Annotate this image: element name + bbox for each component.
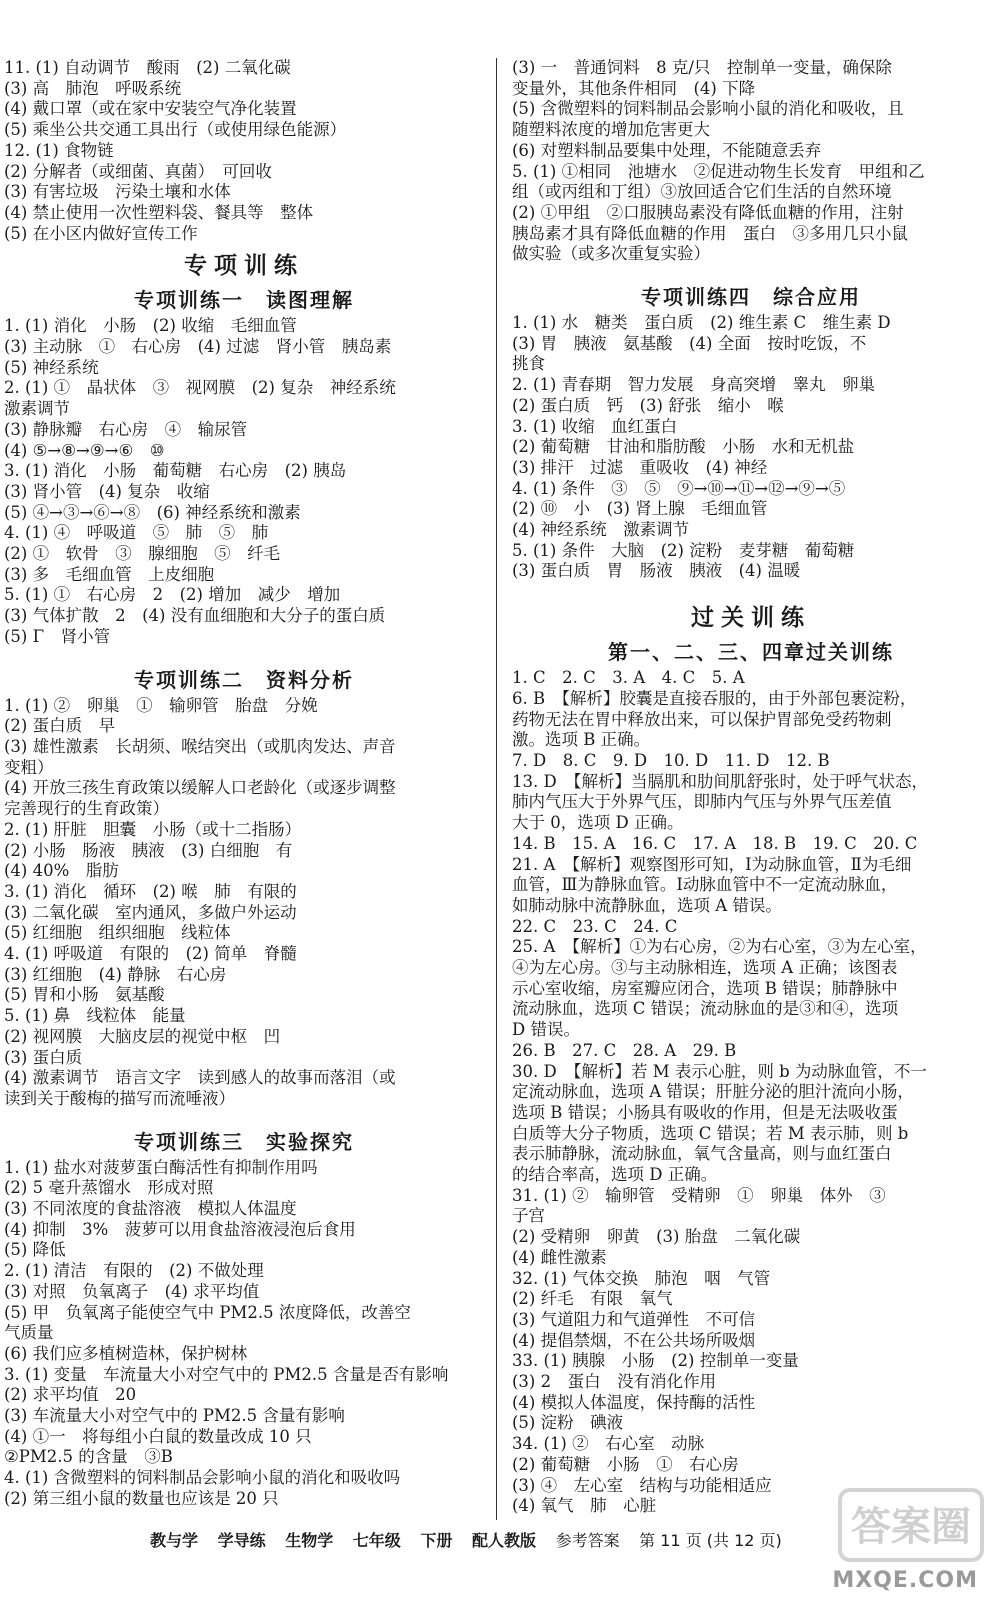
- answer-line: 30. D 【解析】若 M 表示心脏，则 b 为动脉血管，不一: [512, 1061, 927, 1081]
- answer-line: (3) 2 蛋白 没有消化作用: [512, 1372, 717, 1392]
- answer-line: 白质等大分子物质，选项 C 错误；若 M 表示肺，则 b: [512, 1123, 909, 1143]
- sub-title-chapter-test: 第一、二、三、四章过关训练: [608, 640, 894, 665]
- answer-line: 流动脉血，选项 C 错误；流动脉血的是③和④，选项: [512, 999, 899, 1019]
- answer-line: (2) 蛋白质 早: [4, 716, 116, 736]
- answer-line: 2. (1) 肝脏 胆囊 小肠（或十二指肠）: [4, 819, 302, 839]
- answer-line: 变粗）: [4, 757, 54, 777]
- footer-page: 第 11 页 (共 12 页): [639, 1531, 782, 1550]
- watermark-url: MXQE.COM: [832, 1568, 978, 1593]
- sub-title-read-diagram: 专项训练一 读图理解: [134, 288, 354, 313]
- answer-line: (5) 在小区内做好宣传工作: [4, 223, 198, 243]
- footer-term: 下册: [420, 1531, 453, 1550]
- answer-line: 激素调节: [4, 399, 70, 419]
- answer-line: 1. (1) 消化 小肠 (2) 收缩 毛细血管: [4, 316, 297, 336]
- answer-line: (4) 抑制 3% 菠萝可以用食盐溶液浸泡后食用: [4, 1219, 356, 1239]
- answer-line: (2) 小肠 肠液 胰液 (3) 白细胞 有: [4, 840, 293, 860]
- answer-line: 如肺动脉中流静脉血，选项 A 错误。: [512, 895, 782, 915]
- answer-line: (4) 激素调节 语言文字 读到感人的故事而落泪（或: [4, 1068, 396, 1088]
- answer-line: (2) 受精卵 卵黄 (3) 胎盘 二氧化碳: [512, 1227, 801, 1247]
- answer-line: 3. (1) 收缩 血红蛋白: [512, 416, 678, 436]
- answer-line: (2) 葡萄糖 小肠 ① 右心房: [512, 1454, 739, 1474]
- answer-line: 随塑料浓度的增加危害更大: [512, 120, 710, 140]
- answer-line: 读到关于酸梅的描写而流唾液）: [4, 1088, 235, 1108]
- answer-line: (2) 求平均值 20: [4, 1385, 137, 1405]
- answer-line: (2) ⑩ 小 (3) 肾上腺 毛细血管: [512, 499, 768, 519]
- answer-line: (4) 禁止使用一次性塑料袋、餐具等 整体: [4, 202, 314, 222]
- answer-line: 11. (1) 自动调节 酸雨 (2) 二氧化碳: [4, 58, 291, 77]
- answer-block-11-12: [4, 58, 484, 244]
- answer-line: (3) 多 毛细血管 上皮细胞: [4, 564, 215, 584]
- answer-line: (4) ①一 将每组小白鼠的数量改成 10 只: [4, 1426, 312, 1446]
- answer-line: (4) 模拟人体温度，保持酶的活性: [512, 1392, 756, 1412]
- answer-line: (2) 葡萄糖 甘油和脂肪酸 小肠 水和无机盐: [512, 437, 855, 457]
- answer-line: 13. D 【解析】当膈肌和肋间肌舒张时，处于呼气状态，: [512, 771, 928, 791]
- answer-line: 3. (1) 变量 车流量大小对空气中的 PM2.5 含量是否有影响: [4, 1364, 449, 1384]
- answer-line: (3) 有害垃圾 污染土壤和水体: [4, 182, 231, 202]
- answer-line: 气质量: [4, 1323, 54, 1343]
- answer-line: (3) 胃 胰液 氨基酸 (4) 全面 按时吃饭，不: [512, 333, 867, 353]
- answer-line: D 错误。: [512, 1020, 580, 1040]
- answer-line: 2. (1) 清洁 有限的 (2) 不做处理: [4, 1261, 264, 1281]
- answer-line: 26. B 27. C 28. A 29. B: [512, 1040, 737, 1060]
- answer-line: 定流动脉血，选项 A 错误；肝脏分泌的胆汁流向小肠，: [512, 1082, 914, 1102]
- answer-line: (5) 红细胞 组织细胞 线粒体: [4, 923, 231, 943]
- answer-line: (4) 提倡禁烟，不在公共场所吸烟: [512, 1330, 756, 1350]
- answer-line: (5) 胃和小肠 氨基酸: [4, 985, 165, 1005]
- footer-answers: 参考答案: [555, 1531, 620, 1550]
- answer-line: (3) 对照 负氧离子 (4) 求平均值: [4, 1281, 260, 1301]
- answer-line: (6) 我们应多植树造林，保护树林: [4, 1343, 248, 1363]
- answer-line: 12. (1) 食物链: [4, 140, 114, 160]
- answer-block-application: [512, 313, 990, 582]
- answer-line: (3) 红细胞 (4) 静脉 右心房: [4, 964, 227, 984]
- answer-line: 3. (1) 消化 循环 (2) 喉 肺 有限的: [4, 881, 297, 901]
- answer-line: (4) 氧气 肺 心脏: [512, 1496, 657, 1516]
- answer-line: (3) 二氧化碳 室内通风，多做户外运动: [4, 902, 297, 922]
- answer-block-experiment: [4, 1158, 484, 1510]
- sub-title-application: 专项训练四 综合应用: [641, 285, 861, 310]
- section-title-special-training: 专项训练: [184, 253, 304, 280]
- answer-line: 血管，Ⅲ为静脉血管。Ⅰ动脉血管中不一定流动脉血，: [512, 875, 898, 895]
- answer-line: 33. (1) 胰腺 小肠 (2) 控制单一变量: [512, 1351, 799, 1371]
- answer-line: (3) 雄性激素 长胡须、喉结突出（或肌肉发达、声音: [4, 736, 396, 756]
- answer-line: ④为左心房。③与主动脉相连，选项 A 正确；该图表: [512, 958, 898, 978]
- answer-line: (5) 神经系统: [4, 357, 99, 377]
- answer-line: 大于 0，选项 D 正确。: [512, 813, 684, 833]
- answer-line: 4. (1) 呼吸道 有限的 (2) 简单 脊髓: [4, 944, 297, 964]
- answer-line: 组（或丙组和丁组）③放回适合它们生活的自然环境: [512, 182, 892, 202]
- answer-line: 21. A 【解析】观察图形可知，Ⅰ为动脉血管，Ⅱ为毛细: [512, 854, 912, 874]
- answer-line: 4. (1) ④ 呼吸道 ⑤ 肺 ⑤ 肺: [4, 523, 269, 543]
- watermark-text: 答案圈: [851, 1504, 971, 1550]
- answer-line: 完善现行的生育政策）: [4, 799, 169, 819]
- answer-line: 1. (1) 盐水对菠萝蛋白酶活性有抑制作用吗: [4, 1157, 318, 1177]
- sub-title-data-analysis: 专项训练二 资料分析: [134, 667, 354, 692]
- footer-grade: 七年级: [352, 1531, 401, 1550]
- answer-line: (3) 静脉瓣 右心房 ④ 输尿管: [4, 419, 248, 439]
- answer-line: (3) 气道阻力和气道弹性 不可信: [512, 1309, 756, 1329]
- answer-line: (3) 排汗 过滤 重吸收 (4) 神经: [512, 457, 768, 477]
- left-column: [4, 58, 484, 1510]
- answer-line: (5) 降低: [4, 1240, 66, 1260]
- answer-line: 肺内气压大于外界气压，即肺内气压与外界气压差值: [512, 792, 892, 812]
- answer-line: 3. (1) 消化 小肠 葡萄糖 右心房 (2) 胰岛: [4, 461, 347, 481]
- answer-line: 5. (1) 条件 大脑 (2) 淀粉 麦芽糖 葡萄糖: [512, 540, 855, 560]
- answer-line: 2. (1) ① 晶状体 ③ 视网膜 (2) 复杂 神经系统: [4, 378, 396, 398]
- answer-line: 7. D 8. C 9. D 10. D 11. D 12. B: [512, 750, 830, 770]
- answer-line: 5. (1) ①相同 池塘水 ②促进动物生长发育 甲组和乙: [512, 161, 925, 181]
- answer-line: (3) 蛋白质: [4, 1047, 83, 1067]
- answer-line: 4. (1) 条件 ③ ⑤ ⑨→⑩→⑪→⑫→⑨→⑤: [512, 478, 846, 498]
- footer-book: 教与学: [150, 1531, 199, 1550]
- sub-title-experiment: 专项训练三 实验探究: [134, 1129, 354, 1154]
- answer-line: 的结合率高，选项 D 正确。: [512, 1165, 718, 1185]
- answer-line: 胰岛素才具有降低血糖的作用 蛋白 ③多用几只小鼠: [512, 223, 908, 243]
- answer-line: 2. (1) 青春期 智力发展 身高突增 睾丸 卵巢: [512, 375, 876, 395]
- answer-line: (4) ⑤→⑧→⑨→⑥ ⑩: [4, 440, 165, 460]
- answer-line: (5) 淀粉 碘液: [512, 1413, 624, 1433]
- answer-line: 做实验（或多次重复实验）: [512, 244, 710, 264]
- answer-block-experiment-cont: [512, 58, 990, 265]
- answer-block-chapter-test: [512, 668, 990, 1517]
- right-column: [512, 58, 990, 1517]
- answer-line: (5) Γ 肾小管: [4, 626, 111, 646]
- answer-line: 1. (1) ② 卵巢 ① 输卵管 胎盘 分娩: [4, 695, 318, 715]
- answer-line: (6) 对塑料制品要集中处理，不能随意丢弃: [512, 140, 822, 160]
- answer-line: (3) 蛋白质 胃 肠液 胰液 (4) 温暖: [512, 561, 801, 581]
- answer-line: 22. C 23. C 24. C: [512, 916, 678, 936]
- answer-line: (5) ④→③→⑥→⑧ (6) 神经系统和激素: [4, 502, 301, 522]
- answer-line: (3) 气体扩散 2 (4) 没有血细胞和大分子的蛋白质: [4, 606, 386, 626]
- answer-line: (4) 戴口罩（或在家中安装空气净化装置: [4, 99, 297, 119]
- answer-line: (2) 蛋白质 钙 (3) 舒张 缩小 喉: [512, 395, 784, 415]
- footer-series: 学导练: [217, 1531, 266, 1550]
- section-title-pass-training: 过关训练: [691, 605, 811, 632]
- answer-line: 激。选项 B 正确。: [512, 730, 651, 750]
- answer-line: 25. A 【解析】①为右心房，②为右心室，③为左心室，: [512, 937, 927, 957]
- answer-block-read-diagram: [4, 316, 484, 647]
- answer-line: (2) 5 毫升蒸馏水 形成对照: [4, 1178, 214, 1198]
- answer-line: 14. B 15. A 16. C 17. A 18. B 19. C 20. C: [512, 833, 918, 853]
- footer-edition: 配人教版: [471, 1531, 536, 1550]
- answer-line: (4) 40% 脂肪: [4, 861, 119, 881]
- answer-line: (2) 视网膜 大脑皮层的视觉中枢 凹: [4, 1026, 281, 1046]
- answer-line: 选项 B 错误；小肠具有吸收的作用，但是无法吸收蛋: [512, 1102, 898, 1122]
- answer-line: (2) 纤毛 有限 氧气: [512, 1289, 673, 1309]
- answer-line: (4) 神经系统 激素调节: [512, 520, 690, 540]
- answer-line: (3) 一 普通饲料 8 克/只 控制单一变量，确保除: [512, 58, 892, 77]
- answer-line: (2) ① 软骨 ③ 腺细胞 ⑤ 纤毛: [4, 544, 281, 564]
- column-divider: [496, 58, 497, 1520]
- answer-line: 挑食: [512, 354, 545, 374]
- answer-line: (3) 肾小管 (4) 复杂 收缩: [4, 481, 210, 501]
- answer-line: 药物无法在胃中释放出来，可以保护胃部免受药物刺: [512, 709, 892, 729]
- answer-line: (2) 第三组小鼠的数量也应该是 20 只: [4, 1488, 279, 1508]
- answer-line: 34. (1) ② 右心室 动脉: [512, 1434, 705, 1454]
- answer-line: (3) 车流量大小对空气中的 PM2.5 含量有影响: [4, 1406, 345, 1426]
- answer-line: (3) 高 肺泡 呼吸系统: [4, 78, 182, 98]
- answer-line: 1. (1) 水 糖类 蛋白质 (2) 维生素 C 维生素 D: [512, 313, 891, 333]
- answer-line: (5) 含微塑料的饲料制品会影响小鼠的消化和吸收，且: [512, 99, 904, 119]
- answer-line: 变量外，其他条件相同 (4) 下降: [512, 78, 756, 98]
- answer-line: 6. B 【解析】胶囊是直接吞服的，由于外部包裹淀粉，: [512, 688, 917, 708]
- answer-line: 4. (1) 含微塑料的饲料制品会影响小鼠的消化和吸收吗: [4, 1468, 401, 1488]
- answer-line: (2) 分解者（或细菌、真菌） 可回收: [4, 161, 272, 181]
- answer-line: 子宫: [512, 1206, 545, 1226]
- answer-line: 31. (1) ② 输卵管 受精卵 ① 卵巢 体外 ③: [512, 1185, 886, 1205]
- answer-line: (4) 开放三孩生育政策以缓解人口老龄化（或逐步调整: [4, 778, 396, 798]
- answer-line: (4) 雌性激素: [512, 1247, 607, 1267]
- answer-line: 示心室收缩，房室瓣应闭合，选项 B 错误；肺静脉中: [512, 978, 898, 998]
- answer-line: (3) 不同浓度的食盐溶液 模拟人体温度: [4, 1199, 297, 1219]
- answer-line: (5) 甲 负氧离子能使空气中 PM2.5 浓度降低，改善空: [4, 1302, 411, 1322]
- answer-line: (3) 主动脉 ① 右心房 (4) 过滤 肾小管 胰岛素: [4, 337, 392, 357]
- answer-line: 1. C 2. C 3. A 4. C 5. A: [512, 668, 745, 688]
- answer-line: 5. (1) 鼻 线粒体 能量: [4, 1006, 186, 1026]
- answer-line: (2) ①甲组 ②口服胰岛素没有降低血糖的作用，注射: [512, 202, 904, 222]
- footer-subject: 生物学: [285, 1531, 334, 1550]
- answer-line: (5) 乘坐公共交通工具出行（或使用绿色能源）: [4, 120, 347, 140]
- answer-line: 表示肺静脉，流动脉血，氧气含量高，则与血红蛋白: [512, 1144, 892, 1164]
- answer-line: (3) ④ 左心室 结构与功能相适应: [512, 1475, 772, 1495]
- answer-block-data-analysis: [4, 696, 484, 1110]
- answer-line: ②PM2.5 的含量 ③B: [4, 1447, 173, 1467]
- answer-line: 5. (1) ① 右心房 2 (2) 增加 减少 增加: [4, 585, 341, 605]
- answer-line: 32. (1) 气体交换 肺泡 咽 气管: [512, 1268, 771, 1288]
